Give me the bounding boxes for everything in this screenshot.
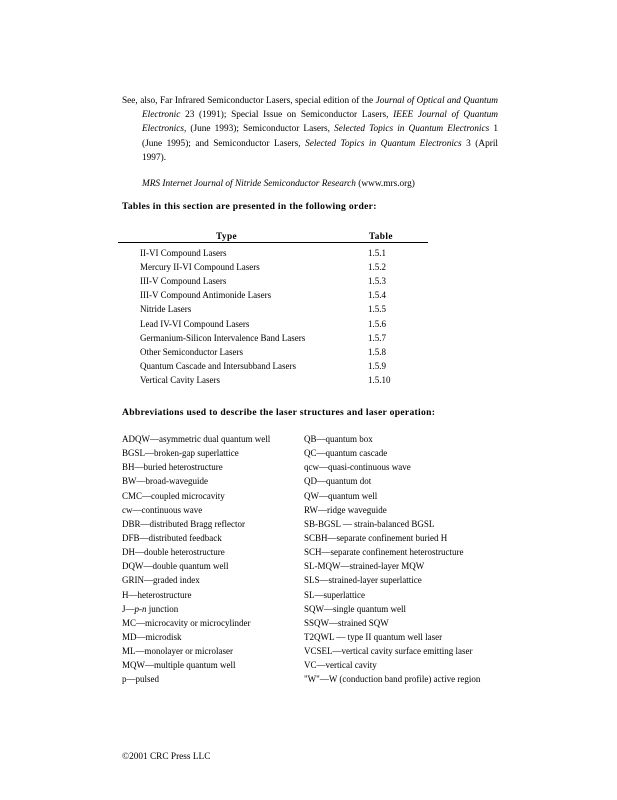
abbreviation-entry: GRIN—graded index xyxy=(122,575,200,586)
abbreviation-entry: SCBH—separate confinement buried H xyxy=(304,532,448,543)
copyright-footer: ©2001 CRC Press LLC xyxy=(122,752,211,762)
abbreviation-entry: MC—microcavity or microcylinder xyxy=(122,617,251,628)
laser-type: Germanium-Silicon Intervalence Band Lasers xyxy=(140,332,306,343)
table-number: 1.5.4 xyxy=(368,290,386,301)
abbreviation-entry: cw—continuous wave xyxy=(122,504,203,515)
abbreviation-entry: DH—double heterostructure xyxy=(122,547,225,558)
reference-text: 23 (1991); Special Issue on Semiconductor Lasers, xyxy=(180,110,394,121)
abbreviation-entry: DQW—double quantum well xyxy=(122,561,229,572)
table-number: 1.5.1 xyxy=(368,248,386,258)
abbreviation-entry: ML—monolayer or microlaser xyxy=(122,646,233,657)
abbreviation-entry: MQW—multiple quantum well xyxy=(122,660,236,671)
table-number: 1.5.2 xyxy=(368,262,386,273)
table-row xyxy=(140,317,440,331)
table-number: 1.5.5 xyxy=(368,304,386,315)
table-row xyxy=(140,359,440,373)
laser-type: Nitride Lasers xyxy=(140,304,192,315)
table-header-table: Table xyxy=(369,232,393,242)
abbreviation-entry: CMC—coupled microcavity xyxy=(122,490,225,501)
see-also-paragraph xyxy=(122,94,498,165)
mrs-journal-title: MRS Internet Journal of Nitride Semiconductor Research xyxy=(142,179,356,190)
see-also-text: See, also, Far Infrared Semiconductor Lasers, special edition of the xyxy=(122,96,376,106)
laser-type: III-V Compound Antimonide Lasers xyxy=(140,290,272,301)
laser-type: Vertical Cavity Lasers xyxy=(140,374,220,385)
laser-type: Quantum Cascade and Intersubband Lasers xyxy=(140,360,296,371)
references-block xyxy=(122,94,498,191)
abbreviation-entry: SLS—strained-layer superlattice xyxy=(304,575,422,586)
table-row xyxy=(140,331,440,345)
table-row xyxy=(140,345,440,359)
abbreviation-entry: qcw—quasi-continuous wave xyxy=(304,462,411,473)
table-row xyxy=(140,274,440,288)
table-row xyxy=(140,260,440,274)
abbreviation-entry: SL-MQW—strained-layer MQW xyxy=(304,561,425,572)
abbreviation-entry: VC—vertical cavity xyxy=(304,660,377,671)
abbreviation-entry: VCSEL—vertical cavity surface emitting laser xyxy=(304,646,473,657)
table-header-rule xyxy=(118,242,428,243)
journal-title: IEEE Journal of Quantum Electronics, xyxy=(142,110,498,135)
abbreviation-entry: J—p-n junction xyxy=(122,603,179,614)
abbreviations-heading: Abbreviations used to describe the laser structures and laser operation: xyxy=(122,407,436,418)
abbreviation-entry: SB-BGSL — strain-balanced BGSL xyxy=(304,518,435,529)
abbreviation-entry: SL—superlattice xyxy=(304,589,365,600)
table-row xyxy=(140,373,440,387)
mrs-url: (www.mrs.org) xyxy=(355,179,415,190)
abbreviation-entry: H—heterostructure xyxy=(122,589,192,600)
abbreviation-entry: BH—buried heterostructure xyxy=(122,462,223,473)
abbreviation-entry: SQW—single quantum well xyxy=(304,603,406,614)
abbreviation-entry: BGSL—broken-gap superlattice xyxy=(122,448,239,459)
abbreviation-entry: QW—quantum well xyxy=(304,490,378,501)
abbreviation-entry: RW—ridge waveguide xyxy=(304,504,387,515)
abbreviation-entry: SCH—separate confinement heterostructure xyxy=(304,547,464,558)
table-row xyxy=(140,302,440,316)
table-row xyxy=(140,246,440,260)
laser-type: Mercury II-VI Compound Lasers xyxy=(140,262,260,273)
table-number: 1.5.10 xyxy=(368,374,391,385)
laser-type: III-V Compound Lasers xyxy=(140,276,227,287)
abbreviation-entry: QB—quantum box xyxy=(304,434,373,444)
mrs-reference xyxy=(122,177,498,191)
abbreviation-entry: DFB—distributed feedback xyxy=(122,532,222,543)
table-number: 1.5.6 xyxy=(368,318,386,329)
abbreviation-entry: T2QWL — type II quantum well laser xyxy=(304,631,443,642)
table-number: 1.5.3 xyxy=(368,276,386,287)
journal-title: Selected Topics in Quantum Electronics xyxy=(334,124,490,135)
abbreviation-entry: DBR—distributed Bragg reflector xyxy=(122,518,245,529)
abbreviation-entry: BW—broad-waveguide xyxy=(122,476,208,487)
laser-type: II-VI Compound Lasers xyxy=(140,248,227,258)
abbreviations-left-column xyxy=(122,432,270,687)
reference-text: 1 (June 1995); and Semiconductor Lasers, xyxy=(142,124,498,149)
table-row xyxy=(140,288,440,302)
table-number: 1.5.8 xyxy=(368,346,386,357)
laser-type: Other Semiconductor Lasers xyxy=(140,346,243,357)
journal-title: Journal of Optical and Quantum Electronic xyxy=(142,96,498,121)
laser-type: Lead IV-VI Compound Lasers xyxy=(140,318,250,329)
table-number: 1.5.9 xyxy=(368,360,386,371)
journal-title: Selected Topics in Quantum Electronics xyxy=(305,138,462,149)
table-header-type: Type xyxy=(216,232,238,242)
abbreviations-right-column xyxy=(304,432,480,687)
reference-text: 3 (April 1997). xyxy=(142,138,498,163)
abbreviation-entry: SSQW—strained SQW xyxy=(304,617,389,628)
abbreviation-entry: p—pulsed xyxy=(122,674,159,685)
reference-text: (June 1993); Semiconductor Lasers, xyxy=(186,124,335,135)
abbreviation-entry: ADQW—asymmetric dual quantum well xyxy=(122,434,271,444)
abbreviation-entry: QD—quantum dot xyxy=(304,476,372,487)
abbreviation-entry: MD—microdisk xyxy=(122,631,182,642)
tables-heading: Tables in this section are presented in the following order: xyxy=(122,201,377,212)
abbreviation-entry: "W"—W (conduction band profile) active region xyxy=(304,674,481,685)
abbreviation-entry: QC—quantum cascade xyxy=(304,448,388,459)
table-number: 1.5.7 xyxy=(368,332,386,343)
